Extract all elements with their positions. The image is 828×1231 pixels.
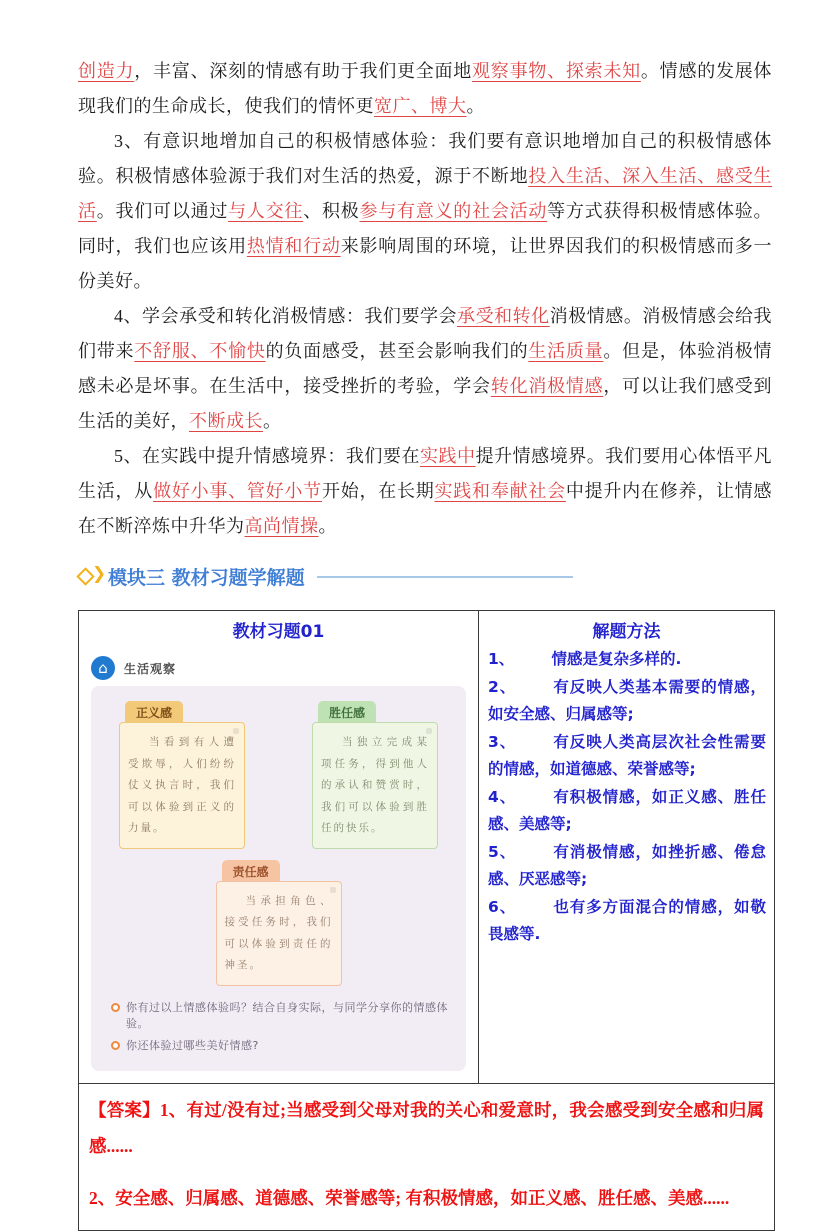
method-text: 有积极情感，如正义感、胜任感、美感等;	[488, 787, 766, 833]
justice-card-text: 当看到有人遭受欺辱，人们纷纷仗义执言时，我们可以体验到正义的力量。	[119, 722, 245, 849]
answer-text-1: 【答案】1、有过/没有过;当感受到父母对我的关心和爱意时，我会感受到安全感和归属感......	[89, 1100, 764, 1157]
methods-cell	[479, 611, 775, 1084]
plain-text: 4、学会承受和转化消极情感：我们要学会	[114, 306, 458, 326]
highlighted-phrase: 观察事物、探索未知	[472, 61, 641, 81]
highlighted-phrase: 不断成长	[189, 411, 263, 431]
highlighted-phrase: 与人交往	[228, 201, 304, 221]
body-paragraph-2	[78, 124, 772, 299]
question-text: 你还体验过哪些美好情感?	[126, 1038, 259, 1052]
plain-text: 5、在实践中提升情感境界：我们要在	[114, 446, 420, 466]
method-item	[488, 674, 766, 729]
responsibility-card-text: 当承担角色、接受任务时，我们可以体验到责任的神圣。	[216, 881, 342, 986]
competence-card-tab: 胜任感	[318, 701, 376, 723]
method-item	[488, 839, 766, 894]
body-paragraph-4	[78, 439, 772, 544]
bullet-ring-icon	[111, 1041, 120, 1050]
highlighted-phrase: 高尚情操	[244, 516, 319, 536]
plain-text: 的负面感受，甚至会影响我们的	[265, 341, 529, 361]
plain-text: 中提升内在修养，让情感在不断淬炼中升华为	[78, 481, 773, 536]
observation-questions	[105, 1000, 452, 1054]
method-text: 有反映人类基本需要的情感，如安全感、归属感等;	[488, 677, 766, 723]
answer-text-2: 2、安全感、归属感、道德感、荣誉感等; 有积极情感，如正义感、胜任感、美感......	[89, 1188, 730, 1209]
competence-card-text: 当独立完成某项任务，得到他人的承认和赞赏时，我们可以体验到胜任的快乐。	[312, 722, 438, 849]
method-number: 3、	[488, 732, 517, 751]
chevron-shape: ❯	[92, 564, 107, 584]
highlighted-phrase: 做好小事、管好小节	[153, 481, 322, 501]
plain-text: 、积极	[303, 201, 360, 221]
question-item	[111, 1000, 452, 1032]
plain-text: 。情感的发展体现我们的生命成长，使我们的情怀更	[78, 61, 773, 116]
highlighted-phrase: 宽广、博大	[374, 96, 467, 116]
plain-text: 。我们可以通过	[96, 201, 229, 221]
method-number: 2、	[488, 677, 517, 696]
highlighted-phrase: 生活质量	[528, 341, 604, 361]
life-observation-label: 生活观察	[124, 661, 177, 676]
life-observation-icon: ⌂	[91, 656, 115, 680]
highlighted-phrase: 参与有意义的社会活动	[359, 201, 548, 221]
module-title-rule	[317, 576, 573, 578]
life-observation-row	[91, 656, 478, 680]
plain-text: 来影响周围的环境，让世界因我们的积极情感而多一份美好。	[78, 236, 773, 291]
question-text: 你有过以上情感体验吗？结合自身实际，与同学分享你的情感体验。	[126, 1000, 448, 1030]
diamond-chevron-icon	[78, 564, 107, 586]
competence-card	[312, 700, 438, 849]
cards-row-top	[105, 700, 452, 849]
plain-text: ，可以让我们感受到生活的美好，	[78, 376, 773, 431]
highlighted-phrase: 实践中	[419, 446, 476, 466]
plain-text: 消极情感。消极情感会给我们带来	[78, 306, 773, 361]
method-number: 6、	[488, 897, 517, 916]
responsibility-card	[216, 859, 342, 986]
plain-text: 。	[466, 96, 485, 116]
exercise-cell	[79, 611, 479, 1084]
question-item	[111, 1038, 452, 1054]
methods-cell-header: 解题方法	[592, 622, 661, 642]
method-text: 有反映人类高层次社会性需要的情感，如道德感、荣誉感等;	[488, 732, 766, 778]
exercise-table	[78, 610, 775, 1231]
plain-text: 。	[318, 516, 337, 536]
method-item	[488, 646, 766, 674]
plain-text: 提升情感境界。我们要用心体悟平凡生活，从	[78, 446, 773, 501]
method-item	[488, 729, 766, 784]
module-title: 模块三 教材习题学解题	[108, 566, 305, 589]
method-number: 4、	[488, 787, 517, 806]
method-number: 1、	[488, 650, 515, 668]
highlighted-phrase: 承受和转化	[457, 306, 550, 326]
exercise-cell-header: 教材习题01	[232, 622, 325, 642]
plain-text: ，丰富、深刻的情感有助于我们更全面地	[134, 61, 473, 81]
justice-card	[119, 700, 245, 849]
page-content	[78, 0, 772, 1231]
answer-cell	[79, 1084, 775, 1231]
method-text: 情感是复杂多样的.	[551, 650, 682, 668]
method-item	[488, 784, 766, 839]
method-text: 也有多方面混合的情感，如敬畏感等.	[488, 897, 766, 943]
highlighted-phrase: 实践和奉献社会	[434, 481, 566, 501]
plain-text: 。但是，体验消极情感未必是坏事。在生活中，接受挫折的考验，学会	[78, 341, 773, 396]
plain-text: 等方式获得积极情感体验。同时，我们也应该用	[78, 201, 773, 256]
plain-text: 。	[263, 411, 282, 431]
observation-panel	[91, 686, 466, 1071]
highlighted-phrase: 热情和行动	[246, 236, 341, 256]
highlighted-phrase: 投入生活、深入生活、感受生活	[78, 166, 773, 221]
highlighted-phrase: 创造力	[78, 61, 135, 81]
answer-row	[79, 1084, 775, 1231]
plain-text: 开始，在长期	[321, 481, 435, 501]
method-number: 5、	[488, 842, 517, 861]
plain-text: 3、有意识地增加自己的积极情感体验：我们要有意识地增加自己的积极情感体验。积极情感体验源于我们对生活的热爱，源于不断地	[78, 131, 772, 186]
method-item	[488, 894, 766, 949]
module-header	[78, 560, 772, 592]
highlighted-phrase: 转化消极情感	[490, 376, 604, 396]
body-paragraph-1	[78, 54, 772, 124]
bullet-ring-icon	[111, 1003, 120, 1012]
method-text: 有消极情感，如挫折感、倦怠感、厌恶感等;	[488, 842, 766, 888]
cards-row-bottom	[105, 859, 452, 986]
justice-card-tab: 正义感	[125, 701, 183, 723]
responsibility-card-tab: 责任感	[222, 860, 280, 882]
body-paragraph-3	[78, 299, 772, 439]
highlighted-phrase: 不舒服、不愉快	[134, 341, 266, 361]
exercise-row	[79, 611, 775, 1084]
methods-list	[479, 642, 774, 955]
